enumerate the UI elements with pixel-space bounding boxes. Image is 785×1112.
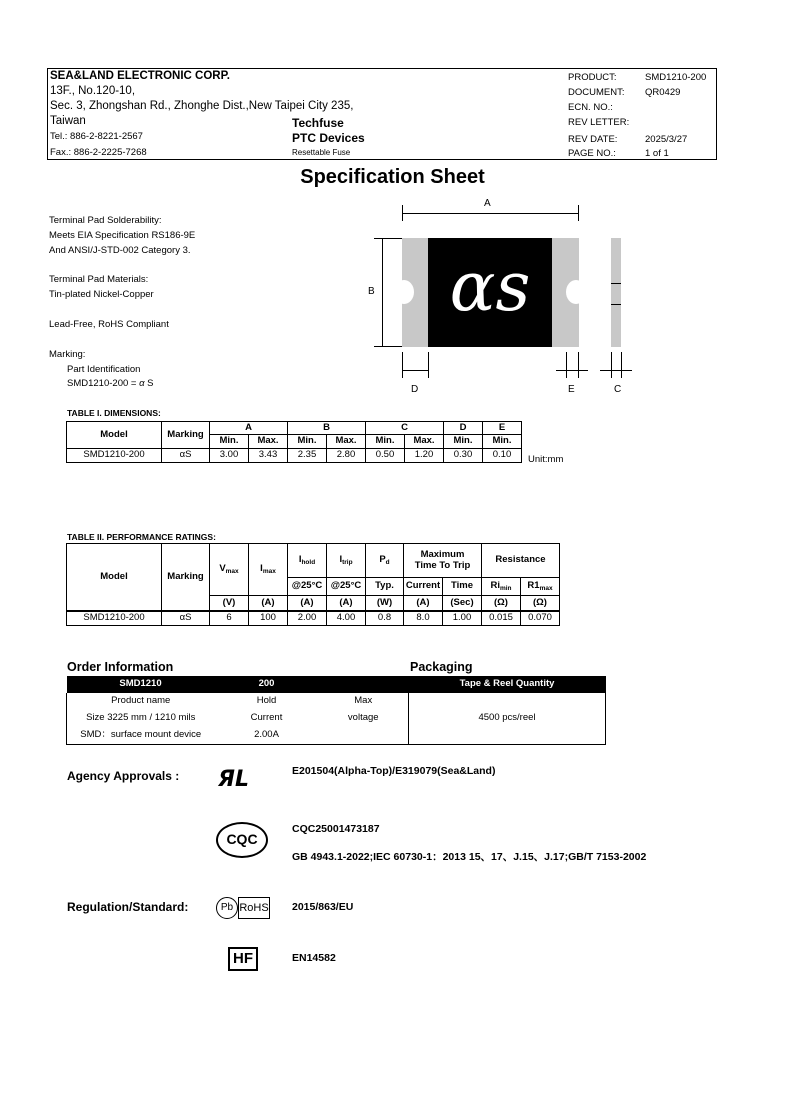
material-note-1: Terminal Pad Materials: — [49, 274, 149, 285]
r1-sub: max — [539, 584, 553, 592]
svg-text:ЯL: ЯL — [218, 767, 249, 790]
field-value-product: SMD1210-200 — [645, 72, 707, 83]
table2-cell: 8.0 — [404, 611, 443, 626]
table1-sub: Max. — [249, 435, 288, 449]
dim-a-tick — [402, 205, 403, 221]
right-pad-notch — [566, 280, 586, 304]
company-name: SEA&LAND ELECTRONIC CORP. — [50, 70, 230, 82]
table2-marking-header: Marking — [162, 544, 210, 611]
marking-text: SMD1210-200 = — [67, 378, 140, 389]
order-cell: Size 3225 mm / 1210 mils — [67, 710, 215, 727]
table2-ttt-header — [404, 544, 482, 578]
dim-b-tick — [374, 346, 402, 347]
table2-typ: Typ. — [366, 578, 404, 596]
table1-sub: Min. — [210, 435, 249, 449]
ttt-line-1: Maximum — [420, 549, 465, 561]
table2-cell: 0.8 — [366, 611, 404, 626]
order-cell: 2.00A — [215, 727, 319, 744]
agency-label: Agency Approvals : — [67, 769, 180, 783]
table1-group-b: B — [288, 422, 366, 435]
table2-unit: (Ω) — [482, 596, 521, 611]
pd-label: P — [379, 553, 386, 565]
field-value-rev-date: 2025/3/27 — [645, 134, 688, 145]
field-label-page: PAGE NO.: — [568, 148, 616, 159]
dim-b-tick — [374, 238, 402, 239]
table1-cell: 3.00 — [210, 449, 249, 463]
table2-unit: (A) — [327, 596, 366, 611]
table1-cell: 2.35 — [288, 449, 327, 463]
dim-b-line — [382, 238, 383, 347]
side-view-line — [611, 283, 621, 284]
dim-d-line — [402, 370, 428, 371]
dim-b-label: B — [368, 286, 375, 297]
dim-d-tick — [428, 352, 429, 378]
imax-sub: max — [262, 567, 276, 575]
field-value-page: 1 of 1 — [645, 148, 669, 159]
itrip-sub: trip — [342, 558, 353, 566]
order-cell: voltage — [347, 712, 379, 724]
table2-model-header: Model — [67, 544, 162, 611]
dim-c-label: C — [614, 384, 622, 395]
field-label-rev-date: REV DATE: — [568, 134, 618, 145]
order-col1-head: SMD1210 — [67, 676, 215, 693]
table1-group-c: C — [366, 422, 444, 435]
table1-sub: Min. — [483, 435, 522, 449]
marking-note-1: Marking: — [49, 349, 86, 360]
table2-current: Current — [404, 578, 443, 596]
table2-imax-header — [249, 544, 288, 596]
dim-a-line — [402, 213, 579, 214]
product-type: PTC Devices — [292, 131, 365, 145]
table-row — [67, 611, 560, 626]
table1-cell: 2.80 — [327, 449, 366, 463]
table2-cell: SMD1210-200 — [67, 611, 162, 626]
table2-cell: 0.070 — [521, 611, 560, 626]
order-cell: Hold — [256, 695, 277, 707]
table2-unit: (V) — [210, 596, 249, 611]
table2-cell: 100 — [249, 611, 288, 626]
dim-a-tick — [578, 205, 579, 221]
table2-unit: (Ω) — [521, 596, 560, 611]
solder-note-1: Terminal Pad Solderability: — [49, 215, 162, 226]
table1-sub: Max. — [327, 435, 366, 449]
itrip-label: I — [339, 553, 343, 565]
table1-cell: 0.50 — [366, 449, 405, 463]
ri-sub: min — [499, 584, 512, 592]
table2-r1-header — [521, 578, 560, 596]
table1-group-e: E — [483, 422, 522, 435]
table2-unit: (A) — [404, 596, 443, 611]
performance-table — [66, 543, 560, 626]
cqc-logo-icon: CQC — [216, 822, 268, 858]
solder-note-3: And ANSI/J-STD-002 Category 3. — [49, 245, 191, 256]
order-col4-head: Tape & Reel Quantity — [409, 676, 606, 693]
material-note-2: Tin-plated Nickel-Copper — [49, 289, 154, 300]
table2-cell: 2.00 — [288, 611, 327, 626]
dim-e-tick — [566, 352, 567, 378]
field-label-product: PRODUCT: — [568, 72, 617, 83]
dim-d-tick — [402, 352, 403, 378]
order-cell: Current — [250, 712, 283, 724]
table2-ihold-header — [288, 544, 327, 578]
order-heading: Order Information — [67, 660, 174, 674]
hf-text: EN14582 — [292, 952, 336, 964]
table1-group-a: A — [210, 422, 288, 435]
dim-e-label: E — [568, 384, 575, 395]
table2-vmax-header — [210, 544, 249, 596]
marking-s: S — [147, 378, 154, 389]
vmax-sub: max — [225, 567, 239, 575]
brand: Techfuse — [292, 116, 344, 130]
pb-free-icon: Pb — [216, 897, 238, 919]
ul-text: E201504(Alpha-Top)/E319079(Sea&Land) — [292, 765, 496, 777]
table2-cell: 6 — [210, 611, 249, 626]
cqc-standards: GB 4943.1-2022;IEC 60730-1：2013 15、17、J.15、J.17;GB/T 7153-2002 — [292, 851, 647, 863]
table2-pd-header — [366, 544, 404, 578]
packaging-qty: 4500 pcs/reel — [409, 693, 606, 744]
hf-logo-icon: HF — [228, 947, 258, 971]
table2-cell: 1.00 — [443, 611, 482, 626]
table1-cell: 0.10 — [483, 449, 522, 463]
table2-cond: @25°C — [288, 578, 327, 596]
table1-sub: Min. — [366, 435, 405, 449]
page-title: Specification Sheet — [300, 166, 485, 188]
field-label-rev-letter: REV LETTER: — [568, 117, 630, 128]
packaging-heading: Packaging — [410, 660, 473, 674]
order-table — [66, 676, 606, 745]
ul-logo-icon — [217, 764, 253, 790]
table1-sub: Min. — [288, 435, 327, 449]
product-sub: Resettable Fuse — [292, 148, 351, 157]
ttt-line-2: Time To Trip — [414, 559, 471, 571]
table2-itrip-header — [327, 544, 366, 578]
imax-label: I — [260, 562, 263, 574]
table2-cell: αS — [162, 611, 210, 626]
solder-note-2: Meets EIA Specification RS186-9E — [49, 230, 196, 241]
rohs-logo-icon: RoHS — [238, 897, 270, 919]
fax: Fax.: 886-2-2225-7268 — [50, 147, 147, 158]
left-pad-notch — [394, 280, 414, 304]
table1-group-d: D — [444, 422, 483, 435]
dim-e-line — [556, 370, 588, 371]
dim-a-label: A — [484, 198, 491, 209]
dim-e-tick — [578, 352, 579, 378]
table2-resistance-header: Resistance — [482, 544, 560, 578]
table2-cond: @25°C — [327, 578, 366, 596]
table1-unit: Unit:mm — [528, 454, 564, 465]
pd-sub: d — [385, 558, 390, 566]
leadfree-note: Lead-Free, RoHS Compliant — [49, 319, 169, 330]
dim-c-tick — [611, 352, 612, 378]
side-view — [611, 238, 621, 347]
table2-cell: 4.00 — [327, 611, 366, 626]
table1-sub: Min. — [444, 435, 483, 449]
field-label-ecn: ECN. NO.: — [568, 102, 613, 113]
address-line-2: Sec. 3, Zhongshan Rd., Zhonghe Dist.,New Taipei City 235, — [50, 100, 354, 112]
rohs-text: 2015/863/EU — [292, 901, 354, 913]
table1-model-header: Model — [67, 422, 162, 449]
table2-time: Time — [443, 578, 482, 596]
side-view-line — [611, 304, 621, 305]
ihold-label: I — [298, 553, 302, 565]
marking-note-2: Part Identification — [67, 364, 141, 375]
table1-cell: 3.43 — [249, 449, 288, 463]
dim-c-line — [600, 370, 632, 371]
table2-unit: (W) — [366, 596, 404, 611]
tel: Tel.: 886-2-8221-2567 — [50, 131, 143, 142]
table2-caption: TABLE II. PERFORMANCE RATINGS: — [67, 532, 216, 542]
regulation-label: Regulation/Standard: — [67, 900, 189, 914]
vmax-label: V — [219, 562, 226, 574]
dimensions-table — [66, 421, 522, 463]
table1-cell: αS — [162, 449, 210, 463]
table1-cell: 1.20 — [405, 449, 444, 463]
table1-sub: Max. — [405, 435, 444, 449]
document-header — [47, 68, 717, 160]
table2-unit: (A) — [288, 596, 327, 611]
ihold-sub: hold — [301, 558, 316, 566]
address-line-3: Taiwan — [50, 115, 86, 127]
table2-unit: (A) — [249, 596, 288, 611]
field-value-document: QR0429 — [645, 87, 681, 98]
ri-label: Ri — [490, 579, 500, 591]
marking-alpha: α — [139, 378, 145, 389]
r1-label: R1 — [527, 579, 540, 591]
table2-ri-header — [482, 578, 521, 596]
order-col3-head — [319, 676, 409, 693]
table1-caption: TABLE I. DIMENSIONS: — [67, 408, 161, 418]
marking-note-3 — [67, 378, 154, 389]
table2-unit: (Sec) — [443, 596, 482, 611]
field-label-document: DOCUMENT: — [568, 87, 625, 98]
fuse-body-marking: αs — [428, 238, 552, 347]
order-cell: SMD：surface mount device — [67, 727, 215, 744]
table-row — [67, 449, 522, 463]
order-col2-head: 200 — [215, 676, 319, 693]
order-cell — [319, 727, 409, 744]
order-cell: Product name — [67, 693, 215, 710]
table1-cell: 0.30 — [444, 449, 483, 463]
cqc-number: CQC25001473187 — [292, 823, 380, 835]
table2-cell: 0.015 — [482, 611, 521, 626]
table1-marking-header: Marking — [162, 422, 210, 449]
dim-c-tick — [621, 352, 622, 378]
dim-d-label: D — [411, 384, 419, 395]
address-line-1: 13F., No.120-10, — [50, 85, 136, 97]
table1-cell: SMD1210-200 — [67, 449, 162, 463]
order-cell: Max — [354, 695, 373, 707]
